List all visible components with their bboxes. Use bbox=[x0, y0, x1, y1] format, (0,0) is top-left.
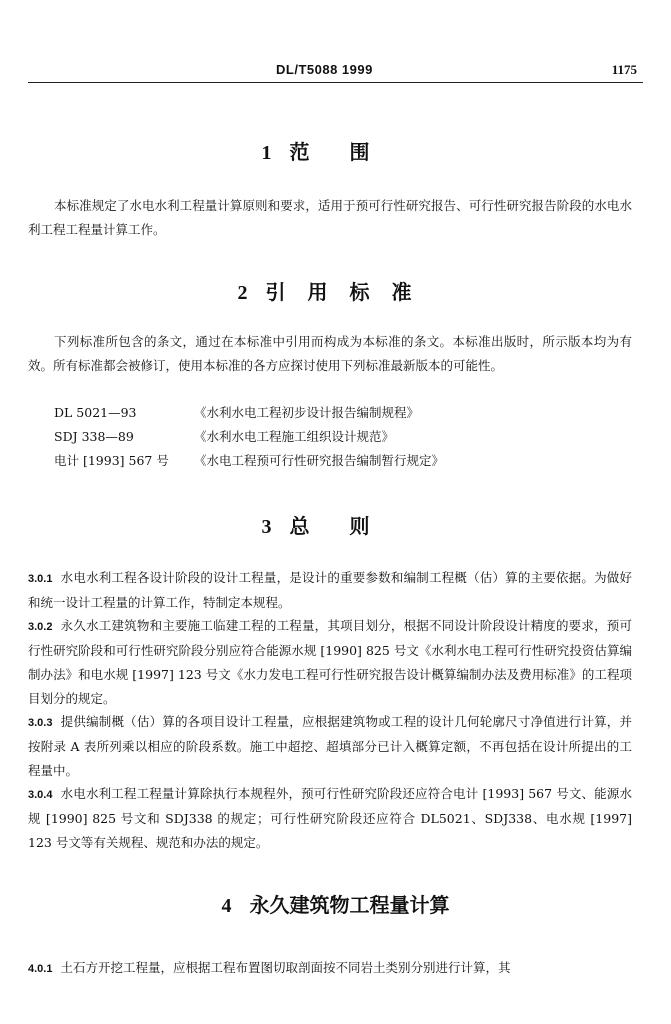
clause-text: 永久水工建筑物和主要施工临建工程的工程量，其项目划分，根据不同设计阶段设计精度的要求，预可行性研究阶段和可行性研究阶段分别应符合能源水规 [1990] 825 号文《水利水电工程可行性研究投资估算编制办法》和电水规 [1997] 123 号文《水力发电工程可行性研究报告设计概算编制办法及费用标准》的工程项目划分的规定。 bbox=[28, 618, 632, 706]
standard-code: DL/T5088 1999 bbox=[276, 62, 373, 77]
paragraph: 本标准规定了水电水利工程量计算原则和要求，适用于预可行性研究报告、可行性研究报告阶段的水电水利工程工程量计算工作。 bbox=[28, 198, 632, 237]
clause-text: 土石方开挖工程量，应根据工程布置图切取剖面按不同岩土类别分别进行计算，其 bbox=[60, 960, 511, 975]
page-number: 1175 bbox=[611, 62, 637, 77]
reference-title: 《水电工程预可行性研究报告编制暂行规定》 bbox=[194, 453, 445, 468]
clause bbox=[28, 710, 632, 783]
section-heading bbox=[0, 510, 671, 539]
reference-title: 《水利水电工程施工组织设计规范》 bbox=[194, 429, 395, 444]
reference-code: 电计 [1993] 567 号 bbox=[54, 453, 169, 468]
reference-row bbox=[54, 449, 444, 473]
section-number: 1 bbox=[261, 142, 272, 164]
reference-row bbox=[54, 425, 444, 449]
clause-number: 3.0.4 bbox=[28, 789, 53, 801]
reference-row bbox=[54, 401, 444, 425]
page-header bbox=[28, 60, 643, 83]
paragraph: 下列标准所包含的条文，通过在本标准中引用而构成为本标准的条文。本标准出版时，所示版本均为有效。所有标准都会被修订，使用本标准的各方应探讨使用下列标准最新版本的可能性。 bbox=[28, 334, 632, 373]
reference-title: 《水利水电工程初步设计报告编制规程》 bbox=[194, 405, 420, 420]
section-heading bbox=[0, 276, 671, 305]
clause bbox=[28, 956, 632, 981]
clause-number: 3.0.2 bbox=[28, 621, 53, 633]
section-number: 2 bbox=[237, 282, 248, 304]
section-heading bbox=[0, 889, 671, 918]
reference-code: DL 5021—93 bbox=[54, 405, 137, 420]
section-title: 引用标准 bbox=[265, 280, 434, 304]
clause-number: 4.0.1 bbox=[28, 963, 53, 975]
clause-text: 水电水利工程各设计阶段的设计工程量，是设计的重要参数和编制工程概（估）算的主要依据。为做好和统一设计工程量的计算工作，特制定本规程。 bbox=[28, 570, 632, 610]
clause bbox=[28, 782, 632, 855]
clause bbox=[28, 566, 632, 615]
clause-text: 水电水利工程工程量计算除执行本规程外，预可行性研究阶段还应符合电计 [1993] 567 号文、能源水规 [1990] 825 号文和 SDJ338 的规定；可行性研究阶段还应符合 DL5021、SDJ338、电水规 [1997] 123 号文等有关规程、规范和办法的规定。 bbox=[28, 786, 632, 850]
section-number: 4 bbox=[221, 895, 232, 917]
clause-text: 提供编制概（估）算的各项目设计工程量，应根据建筑物或工程的设计几何轮廓尺寸净值进行计算，并按附录 A 表所列乘以相应的阶段系数。施工中超挖、超填部分已计入概算定额，不再包括在设计所提出的工程量中。 bbox=[28, 714, 632, 778]
section-title: 范围 bbox=[289, 140, 410, 164]
section-number: 3 bbox=[261, 516, 272, 538]
section-title: 永久建筑物工程量计算 bbox=[249, 893, 450, 917]
section-title: 总则 bbox=[289, 514, 410, 538]
clause-number: 3.0.3 bbox=[28, 717, 53, 729]
reference-list bbox=[54, 401, 444, 473]
section-heading bbox=[0, 136, 671, 165]
reference-code: SDJ 338—89 bbox=[54, 429, 134, 444]
clause-number: 3.0.1 bbox=[28, 573, 53, 585]
clause bbox=[28, 614, 632, 711]
